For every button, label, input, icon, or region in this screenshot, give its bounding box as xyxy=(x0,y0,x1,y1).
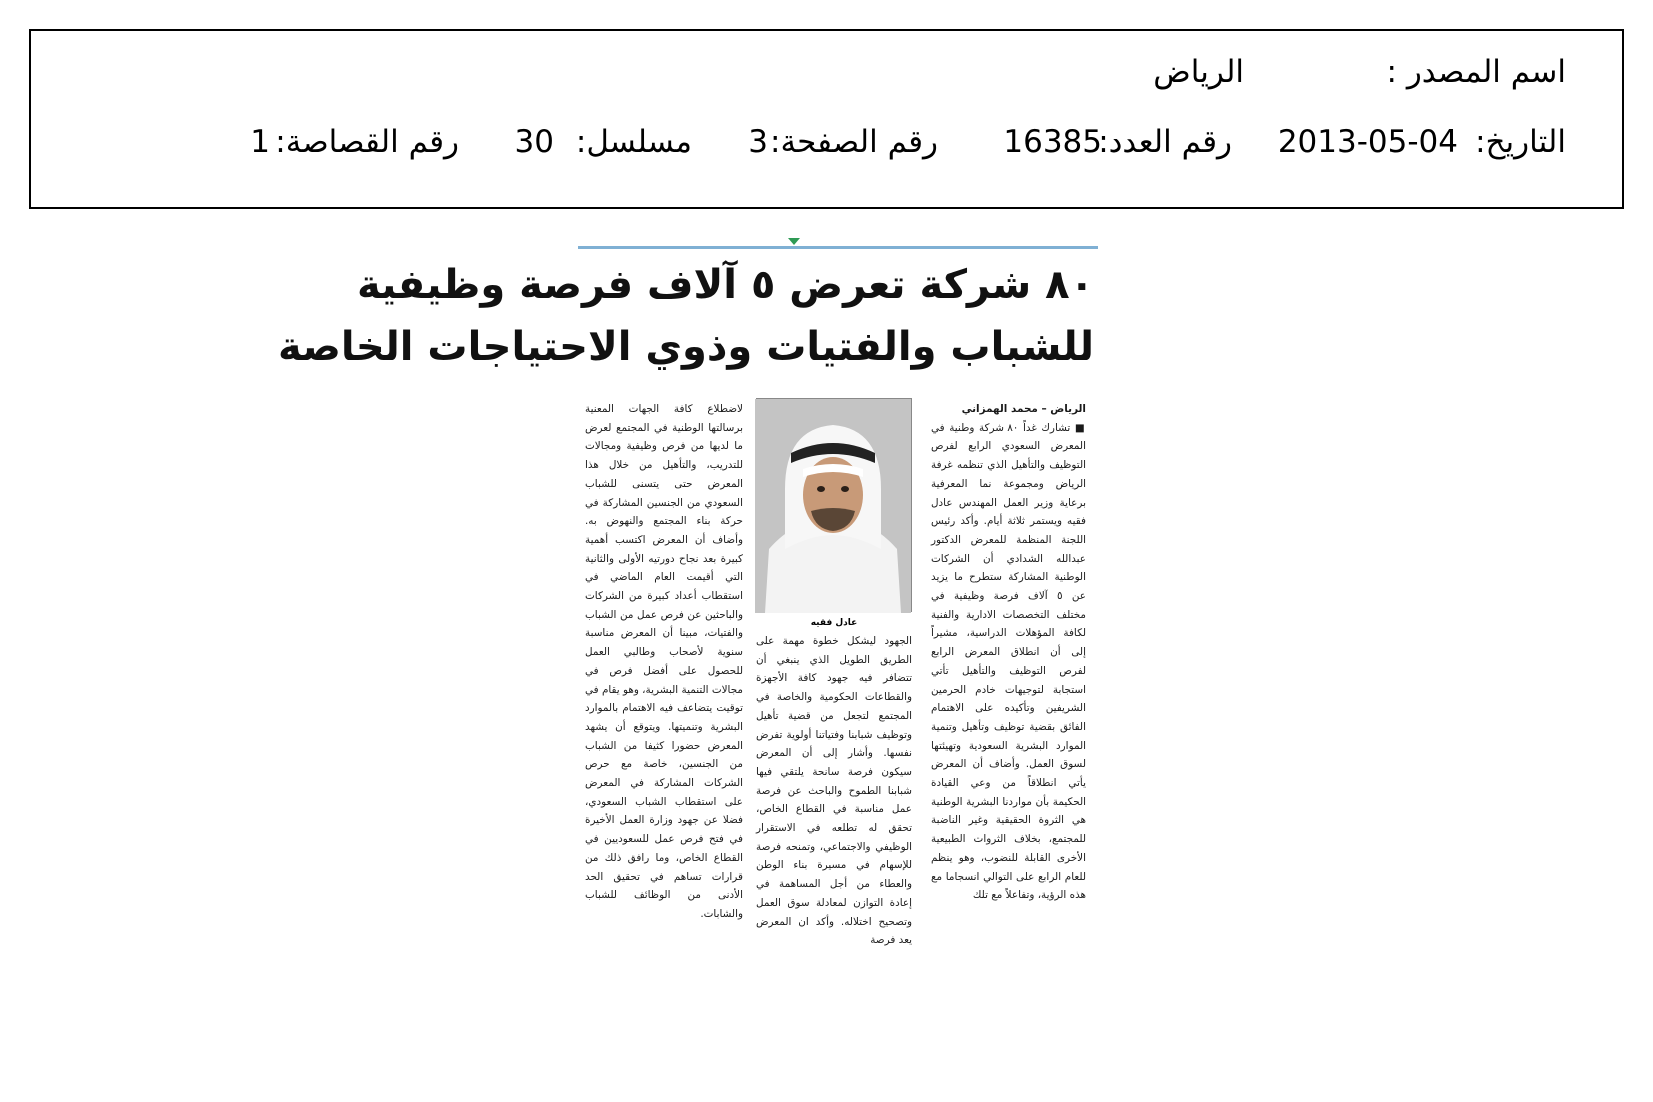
portrait-photo xyxy=(756,398,912,612)
portrait-figure-icon xyxy=(755,399,911,613)
byline: الرياض – محمد الهمزاني xyxy=(961,403,1086,415)
source-value: الرياض xyxy=(1153,54,1244,90)
issue-label: رقم العدد: xyxy=(1098,124,1232,160)
page-value: 3 xyxy=(748,124,768,160)
photo-caption: عادل فقيه xyxy=(810,618,858,628)
clip-number-value: 1 xyxy=(250,124,270,160)
serial-value: 30 xyxy=(514,124,554,160)
top-rule xyxy=(578,246,1098,249)
issue-value: 16385 xyxy=(1003,124,1102,160)
newspaper-clipping xyxy=(278,232,1098,1087)
date-value: 2013-05-04 xyxy=(1277,124,1458,160)
headline-line-1: ٨٠ شركة تعرض ٥ آلاف فرصة وظيفية xyxy=(356,262,1094,308)
article-column-right xyxy=(931,400,1086,1080)
triangle-marker-icon xyxy=(788,238,800,245)
column-left-text: لاضطلاع كافة الجهات المعنية برسالتها الوطنية في المجتمع لعرض ما لديها من فرص وظيفية ومجالات للتدريب، والتأهيل من خلال هذا المعرض حتى يتسنى للشباب السعودي من الجنسين المشاركة في حركة بناء المجتمع والنهوض به. وأضاف أن المعرض اكتسب أهمية كبيرة بعد نجاح دورتيه الأولى والثانية التي أقيمت العام الماضي في استقطاب أعداد كبيرة من الشركات والباحثين عن فرص عمل من الشباب والفتيات، مبينا أن المعرض مناسبة سنوية لأصحاب وطالبي العمل للحصول على أفضل فرص في مجالات التنمية البشرية، وهو يقام في توقيت يتضاعف فيه الاهتمام بالموارد البشرية وتنميتها. ويتوقع أن يشهد المعرض حضورا كثيفا من الشباب من الجنسين، خاصة مع حرص الشركات المشاركة في المعرض على استقطاب الشباب السعودي، فضلا عن جهود وزارة العمل الأخيرة في فتح فرص عمل للسعوديين في القطاع الخاص، وما رافق ذلك من قرارات تساهم في تحقيق الحد الأدنى من الوظائف للشباب والشابات. xyxy=(585,403,743,920)
date-label: التاريخ: xyxy=(1475,124,1566,160)
article-column-middle xyxy=(756,632,912,1080)
clipping-header xyxy=(29,29,1624,209)
column-right-text: ■ تشارك غداً ٨٠ شركة وطنية في المعرض السعودي الرابع لفرص التوظيف والتأهيل الذي تنظمه غرفة الرياض ومجموعة نما المعرفية برعاية وزير العمل المهندس عادل فقيه ويستمر ثلاثة أيام. وأكد رئيس اللجنة المنظمة للمعرض الدكتور عبدالله الشدادي أن الشركات الوطنية المشاركة ستطرح ما يزيد عن ٥ آلاف فرصة وظيفية في مختلف التخصصات الادارية والفنية لكافة المؤهلات الدراسية، مشيراً إلى أن انطلاق المعرض الرابع لفرص التوظيف والتأهيل تأتي استجابة لتوجيهات خادم الحرمين الشريفين وتأكيده على الاهتمام الفائق بقضية توظيف وتأهيل وتنمية الموارد البشرية السعودية وتهيئتها لسوق العمل. وأضاف أن المعرض يأتي انطلاقاً من وعي القيادة الحكيمة بأن مواردنا البشرية الوطنية هي الثروة الحقيقية وغير الناضبة للمجتمع، بخلاف الثروات الطبيعية الأخرى القابلة للنضوب، وهو ينظم للعام الرابع على التوالي انسجاما مع هذه الرؤية، وتفاعلاً مع تلك xyxy=(931,421,1086,902)
article-column-left xyxy=(585,400,743,1080)
clip-number-label: رقم القصاصة: xyxy=(275,124,459,160)
page-label: رقم الصفحة: xyxy=(770,124,938,160)
serial-label: مسلسل: xyxy=(575,124,692,160)
column-middle-text: الجهود ليشكل خطوة مهمة على الطريق الطويل الذي ينبغي أن تتضافر فيه جهود كافة الأجهزة والقطاعات الحكومية والخاصة في المجتمع لتجعل من قضية تأهيل وتوظيف شبابنا وفتياتنا أولوية تفرض نفسها. وأشار إلى أن المعرض سيكون فرصة سانحة يلتقي فيها شبابنا الطموح والباحث عن فرصة عمل مناسبة في القطاع الخاص، تحقق له تطلعه في الاستقرار الوظيفي والاجتماعي، وتمنحه فرصة للإسهام في مسيرة بناء الوطن والعطاء من أجل المساهمة في إعادة التوازن لمعادلة سوق العمل وتصحيح اختلاله. وأكد ان المعرض يعد فرصة xyxy=(756,635,912,947)
source-label: اسم المصدر : xyxy=(1386,54,1566,90)
headline-line-2: للشباب والفتيات وذوي الاحتياجات الخاصة xyxy=(278,324,1094,370)
